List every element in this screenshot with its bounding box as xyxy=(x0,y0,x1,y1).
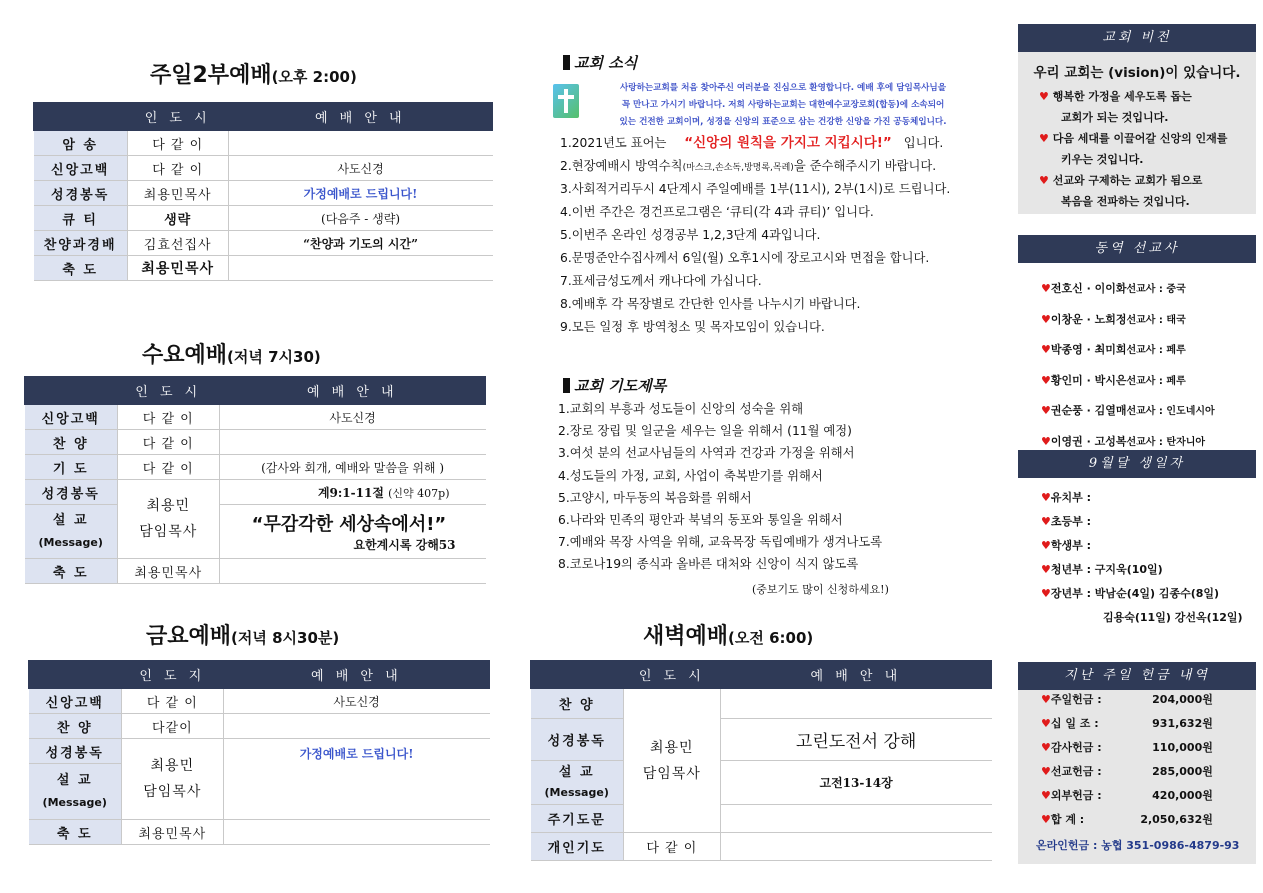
heart-icon: ♥ xyxy=(1041,717,1051,730)
row-label: 축 도 xyxy=(29,820,122,845)
list-item xyxy=(1041,712,1213,736)
vision-list xyxy=(1039,86,1227,212)
table-row xyxy=(29,689,490,714)
row-label: 신앙고백 xyxy=(34,156,128,181)
row-guide xyxy=(223,820,489,845)
list-item xyxy=(1041,534,1243,558)
offering-amount: 2,050,632원 xyxy=(1140,813,1213,826)
list-item: 9.모든 일정 후 방역청소 및 목자모임이 있습니다. xyxy=(560,320,825,334)
sunday-table xyxy=(33,102,493,281)
row-label: 기 도 xyxy=(25,455,118,480)
list-item: 7.표세금성도께서 캐나다에 가십니다. xyxy=(560,274,762,288)
list-item xyxy=(1041,558,1243,582)
missionary-country: 선교사 : 태국 xyxy=(1126,314,1186,326)
birthdays-list xyxy=(1041,486,1243,630)
table-row xyxy=(34,156,493,181)
row-guide xyxy=(228,256,492,281)
col-header-guide: 예 배 안 내 xyxy=(720,661,991,689)
row-leader: 최용민목사 xyxy=(117,559,219,584)
news-list xyxy=(560,132,950,339)
list-item xyxy=(1041,335,1215,366)
row-label: 성경봉독 xyxy=(25,480,118,505)
offering-name: 선교헌금 : xyxy=(1050,765,1102,778)
list-item: 7.예배와 목장 사역을 위해, 교육목장 독립예배가 생겨나도록 xyxy=(558,535,883,550)
motto-prefix: 1.2021년도 표어는 xyxy=(560,136,667,150)
row-label: 찬 양 xyxy=(531,689,624,719)
missionaries-list xyxy=(1041,274,1215,457)
list-item xyxy=(560,132,950,155)
row-leader: 최용민목사 xyxy=(127,181,228,206)
list-item xyxy=(1041,486,1243,510)
motto-suffix: 입니다. xyxy=(903,136,944,150)
table-header-row xyxy=(29,661,490,689)
offering-name: 십 일 조 : xyxy=(1050,717,1099,730)
col-header-leader: 인 도 시 xyxy=(127,103,228,131)
motto-quote: “신앙의 원칙을 가지고 지킵시다!” xyxy=(684,135,892,151)
table-row xyxy=(29,820,490,845)
sunday-title-text: 주일2부예배 xyxy=(150,63,272,88)
row-guide: 가정예배로 드립니다! xyxy=(223,739,489,820)
missionary-country: 선교사 : 탄자니아 xyxy=(1126,436,1206,448)
birthday-text: 장년부 : 박남순(4일) 김종수(8일) xyxy=(1050,587,1220,600)
birthdays-header: 9월달 생일자 xyxy=(1018,450,1256,478)
row-guide: 사도신경 xyxy=(223,689,489,714)
list-item xyxy=(1039,170,1227,191)
list-item xyxy=(1039,191,1227,212)
row-leader: 다 같 이 xyxy=(121,689,223,714)
table-row xyxy=(25,480,486,505)
row-leader: 다 같 이 xyxy=(127,156,228,181)
list-item xyxy=(1041,606,1243,630)
vision-line: 복음을 전파하는 것입니다. xyxy=(1061,195,1190,208)
row-guide: 고전13-14장 xyxy=(720,761,991,805)
vision-line: 키우는 것입니다. xyxy=(1061,153,1144,166)
col-header-leader: 인 도 지 xyxy=(121,661,223,689)
col-header-guide: 예 배 안 내 xyxy=(219,377,485,405)
row-guide xyxy=(228,131,492,156)
offering-amount: 204,000원 xyxy=(1152,693,1213,706)
missionary-names: 이영권 · 고성복 xyxy=(1050,434,1127,448)
friday-time: (저녁 8시30분) xyxy=(231,629,340,647)
offering-header: 지난 주일 헌금 내역 xyxy=(1018,662,1256,690)
leader-role: 담임목사 xyxy=(139,524,198,540)
heart-icon: ♥ xyxy=(1041,741,1051,754)
leader-name: 최용민 xyxy=(150,758,195,774)
offering-amount: 931,632원 xyxy=(1152,717,1213,730)
list-item: 1.교회의 부흥과 성도들이 신앙의 성숙을 위해 xyxy=(558,402,804,416)
missionary-names: 황인미 · 박시은 xyxy=(1050,373,1127,387)
wednesday-table xyxy=(24,376,486,584)
list-item: 3.여섯 분의 선교사님들의 사역과 건강과 가정을 위해서 xyxy=(558,446,855,461)
row-label-main: 설 교 xyxy=(56,772,93,788)
row-guide xyxy=(219,430,485,455)
missionary-names: 전호신 · 이이화 xyxy=(1050,282,1127,295)
table-row xyxy=(34,231,493,256)
heart-icon: ♥ xyxy=(1041,343,1051,356)
welcome-message xyxy=(583,80,983,131)
row-guide: (다음주 - 생략) xyxy=(228,206,492,231)
list-item: 6.나라와 민족의 평안과 북녘의 동포와 통일을 위해서 xyxy=(558,512,843,527)
row-label: 축 도 xyxy=(25,559,118,584)
birthday-text: 청년부 : 구지욱(10일) xyxy=(1050,563,1163,576)
table-row xyxy=(29,739,490,764)
row-label: 주기도문 xyxy=(531,805,624,833)
prayer-list xyxy=(558,398,882,576)
sermon-series: 요한계시록 강해53 xyxy=(353,538,456,552)
item-text: 을 준수해주시기 바랍니다. xyxy=(793,159,937,173)
row-label: 찬양과경배 xyxy=(34,231,128,256)
col-header-label xyxy=(34,103,128,131)
friday-title-text: 금요예배 xyxy=(146,624,232,649)
vision-title: 우리 교회는 (vision)이 있습니다. xyxy=(1033,65,1241,81)
header-bar xyxy=(563,378,570,393)
header-bar xyxy=(563,55,570,70)
birthday-text: 유치부 : xyxy=(1050,491,1091,504)
row-guide xyxy=(223,714,489,739)
item-small: (마스크,손소독,방명록,목례) xyxy=(682,163,794,173)
row-leader xyxy=(117,480,219,559)
leader-name: 최용민 xyxy=(146,498,191,514)
list-item xyxy=(1041,760,1213,784)
heart-icon: ♥ xyxy=(1041,282,1051,295)
list-item xyxy=(1039,149,1227,170)
offering-name: 감사헌금 : xyxy=(1050,741,1102,754)
prayer-header xyxy=(563,375,666,396)
row-label: 찬 양 xyxy=(29,714,122,739)
vision-line: 다음 세대를 이끌어갈 신앙의 인재를 xyxy=(1052,132,1228,145)
row-guide: 사도신경 xyxy=(219,405,485,430)
list-item xyxy=(1041,274,1215,305)
row-leader: 최용민목사 xyxy=(127,256,228,281)
vision-line: 선교와 구제하는 교회가 됨으로 xyxy=(1052,174,1203,187)
row-label-sub: (Message) xyxy=(42,795,107,809)
birthday-text: 초등부 : xyxy=(1050,515,1091,528)
list-item xyxy=(1041,688,1213,712)
row-guide xyxy=(219,480,485,505)
row-label: 개인기도 xyxy=(531,833,624,861)
row-label: 큐 티 xyxy=(34,206,128,231)
table-row xyxy=(531,805,992,833)
dawn-title-text: 새벽예배 xyxy=(643,624,729,649)
row-leader: 최용민목사 xyxy=(121,820,223,845)
row-label: 신앙고백 xyxy=(25,405,118,430)
list-item xyxy=(1039,128,1227,149)
leader-role: 담임목사 xyxy=(143,784,202,800)
leader-role: 담임목사 xyxy=(642,765,701,782)
heart-icon: ♥ xyxy=(1041,765,1051,778)
row-label-main: 설 교 xyxy=(558,764,595,780)
vision-line: 교회가 되는 것입니다. xyxy=(1061,111,1169,124)
list-item xyxy=(1041,510,1243,534)
row-leader xyxy=(121,739,223,820)
list-item xyxy=(560,155,950,178)
row-guide: (감사와 회개, 예배와 말씀을 위해 ) xyxy=(219,455,485,480)
missionary-names: 권순풍 · 김열매 xyxy=(1050,404,1127,417)
friday-table xyxy=(28,660,490,845)
heart-icon: ♥ xyxy=(1041,813,1051,826)
row-label: 암 송 xyxy=(34,131,128,156)
col-header-guide: 예 배 안 내 xyxy=(223,661,489,689)
list-item: 4.성도들의 가정, 교회, 사업이 축복받기를 위해서 xyxy=(558,468,823,483)
prayer-note: (중보기도 많이 신청하세요!) xyxy=(752,583,889,596)
row-guide: 고린도전서 강해 xyxy=(720,719,991,761)
row-leader: 다 같 이 xyxy=(117,455,219,480)
missionary-country: 선교사 : 인도네시아 xyxy=(1126,406,1215,417)
row-label-sub: (Message) xyxy=(544,785,609,799)
row-leader: 다 같 이 xyxy=(623,833,720,861)
missionary-names: 이창운 · 노희정 xyxy=(1050,312,1127,326)
scripture-page: (신약 407p) xyxy=(388,486,450,500)
prayer-header-text: 교회 기도제목 xyxy=(574,377,667,395)
friday-title xyxy=(146,619,339,650)
row-label: 성경봉독 xyxy=(531,719,624,761)
list-item xyxy=(1041,396,1215,427)
row-label: 신앙고백 xyxy=(29,689,122,714)
heart-icon: ♥ xyxy=(1039,90,1049,103)
row-label-sub: (Message) xyxy=(38,535,103,549)
col-header-label xyxy=(531,661,624,689)
heart-icon: ♥ xyxy=(1041,789,1051,802)
col-header-label xyxy=(29,661,122,689)
heart-icon: ♥ xyxy=(1039,174,1049,187)
col-header-guide: 예 배 안 내 xyxy=(228,103,492,131)
item-text: 2.현장예배시 방역수칙 xyxy=(560,159,683,173)
heart-icon: ♥ xyxy=(1041,373,1051,387)
list-item xyxy=(1041,808,1213,832)
heart-icon: ♥ xyxy=(1041,404,1051,417)
missionaries-header: 동역 선교사 xyxy=(1018,235,1256,263)
table-row xyxy=(531,689,992,719)
wednesday-time: (저녁 7시30) xyxy=(227,348,321,366)
row-guide: 가정예배로 드립니다! xyxy=(228,181,492,206)
heart-icon: ♥ xyxy=(1041,434,1051,448)
row-label: 성경봉독 xyxy=(34,181,128,206)
list-item xyxy=(1041,736,1213,760)
row-leader: 김효선집사 xyxy=(127,231,228,256)
row-leader: 다 같 이 xyxy=(127,131,228,156)
row-guide xyxy=(720,689,991,719)
list-item: 5.고양시, 마두동의 복음화를 위해서 xyxy=(558,490,752,505)
table-row xyxy=(25,505,486,559)
table-row xyxy=(531,833,992,861)
col-header-leader: 인 도 시 xyxy=(623,661,720,689)
row-leader: 생략 xyxy=(127,206,228,231)
row-label: 성경봉독 xyxy=(29,739,122,764)
leader-name: 최용민 xyxy=(650,739,694,756)
list-item: 5.이번주 온라인 성경공부 1,2,3단계 4과입니다. xyxy=(560,228,821,242)
cross-icon xyxy=(553,84,579,118)
missionary-country: 선교사 : 페루 xyxy=(1126,345,1186,356)
heart-icon: ♥ xyxy=(1041,539,1051,552)
table-row xyxy=(25,559,486,584)
news-header xyxy=(563,52,637,73)
dawn-table xyxy=(530,660,992,861)
list-item: 6.문명준안수집사께서 6일(월) 오후1시에 장로고시와 면접을 합니다. xyxy=(560,251,930,265)
heart-icon: ♥ xyxy=(1039,132,1049,145)
offering-name: 외부헌금 : xyxy=(1050,789,1102,802)
dawn-time: (오전 6:00) xyxy=(728,629,814,647)
offering-amount: 285,000원 xyxy=(1152,765,1213,778)
welcome-line: 꼭 만나고 가시기 바랍니다. 저희 사랑하는교회는 대한예수교장로회(합동)에 소속되어 xyxy=(621,100,945,110)
table-row xyxy=(531,719,992,761)
table-row xyxy=(29,714,490,739)
row-guide: 사도신경 xyxy=(228,156,492,181)
table-header-row xyxy=(34,103,493,131)
vision-header: 교회 비전 xyxy=(1018,24,1256,52)
list-item xyxy=(1041,784,1213,808)
list-item xyxy=(1041,582,1243,606)
table-row xyxy=(34,206,493,231)
online-offering: 온라인헌금 : 농협 351-0986-4879-93 xyxy=(1036,839,1240,852)
dawn-title xyxy=(643,619,813,650)
table-row xyxy=(25,430,486,455)
table-header-row xyxy=(25,377,486,405)
table-row xyxy=(531,761,992,805)
missionary-names: 박종영 · 최미희 xyxy=(1050,343,1127,356)
offering-amount: 420,000원 xyxy=(1152,789,1213,802)
table-row xyxy=(34,256,493,281)
offering-name: 주일헌금 : xyxy=(1050,693,1102,706)
offering-list xyxy=(1041,688,1213,832)
sunday-time: (오후 2:00) xyxy=(271,68,357,86)
table-row xyxy=(34,131,493,156)
news-header-text: 교회 소식 xyxy=(574,54,638,72)
birthday-text: 김용숙(11일) 강선옥(12일) xyxy=(1103,611,1243,624)
list-item: 3.사회적거리두시 4단계시 주일예배를 1부(11시), 2부(1시)로 드립니다. xyxy=(560,182,951,196)
row-label-main: 설 교 xyxy=(52,512,89,528)
table-header-row xyxy=(531,661,992,689)
row-leader: 다같이 xyxy=(121,714,223,739)
heart-icon: ♥ xyxy=(1041,587,1051,600)
wednesday-title-text: 수요예배 xyxy=(142,343,228,368)
row-label: 축 도 xyxy=(34,256,128,281)
heart-icon: ♥ xyxy=(1041,312,1051,326)
list-item xyxy=(1041,366,1215,397)
row-label xyxy=(531,761,624,805)
sermon-title: “무감각한 세상속에서!” xyxy=(251,514,447,535)
birthday-text: 학생부 : xyxy=(1050,539,1091,552)
list-item: 4.이번 주간은 경건프로그램은 ‘큐티(각 4과 큐티)’ 입니다. xyxy=(560,205,874,219)
missionary-country: 선교사 : 페루 xyxy=(1126,375,1186,387)
list-item xyxy=(1039,107,1227,128)
list-item: 8.예배후 각 목장별로 간단한 인사를 나누시기 바랍니다. xyxy=(560,297,861,311)
welcome-line: 사랑하는교회를 처음 찾아주신 여러분을 진심으로 환영합니다. 예배 후에 담임목사님을 xyxy=(619,83,947,93)
offering-amount: 110,000원 xyxy=(1152,741,1213,754)
table-row xyxy=(34,181,493,206)
row-label xyxy=(25,505,118,559)
row-guide xyxy=(720,833,991,861)
row-label xyxy=(29,764,122,820)
offering-name: 합 계 : xyxy=(1050,813,1085,826)
vision-line: 행복한 가정을 세우도록 돕는 xyxy=(1052,90,1192,103)
row-label: 찬 양 xyxy=(25,430,118,455)
table-row xyxy=(25,455,486,480)
col-header-leader: 인 도 시 xyxy=(117,377,219,405)
row-leader: 다 같 이 xyxy=(117,430,219,455)
list-item xyxy=(1041,305,1215,336)
list-item: 8.코로나19의 종식과 올바른 대처와 신앙이 식지 않도록 xyxy=(558,557,859,572)
table-row xyxy=(25,405,486,430)
heart-icon: ♥ xyxy=(1041,563,1051,576)
heart-icon: ♥ xyxy=(1041,693,1051,706)
row-guide xyxy=(720,805,991,833)
col-header-label xyxy=(25,377,118,405)
heart-icon: ♥ xyxy=(1041,515,1051,528)
row-guide xyxy=(219,505,485,559)
row-leader xyxy=(623,689,720,833)
wednesday-title xyxy=(142,338,321,369)
heart-icon: ♥ xyxy=(1041,491,1051,504)
row-leader: 다 같 이 xyxy=(117,405,219,430)
list-item: 2.장로 장립 및 일군을 세우는 일을 위해서 (11월 예정) xyxy=(558,424,852,439)
list-item xyxy=(1039,86,1227,107)
missionary-country: 선교사 : 중국 xyxy=(1126,284,1186,295)
row-guide xyxy=(219,559,485,584)
sunday-title xyxy=(150,58,357,89)
scripture-ref: 계9:1-11절 xyxy=(317,485,384,500)
welcome-line: 있는 건전한 교회이며, 성경을 신앙의 표준으로 삼는 건강한 신앙을 가진 공동체입니다. xyxy=(619,117,947,127)
row-guide: “찬양과 기도의 시간” xyxy=(228,231,492,256)
